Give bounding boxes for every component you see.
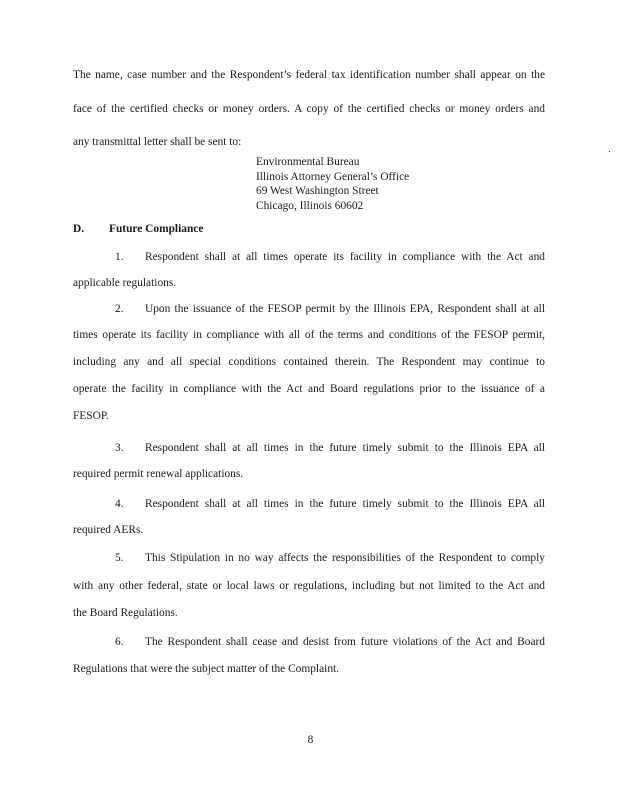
page-number: 8 bbox=[307, 734, 314, 746]
address-line-2: Illinois Attorney General’s Office bbox=[256, 170, 410, 183]
intro-line-3: any transmittal letter shall be sent to: bbox=[73, 136, 242, 148]
intro-line-2: face of the certified checks or money orders. A copy of the certified checks or money orders and bbox=[73, 103, 545, 115]
paragraph-4-line-1 bbox=[73, 497, 545, 511]
intro-line-1: The name, case number and the Respondent’s federal tax identification number shall appear on the bbox=[73, 69, 545, 81]
paragraph-1-text-1: Respondent shall at all times operate its facility in compliance with the Act and bbox=[145, 251, 545, 263]
paragraph-3-number: 3. bbox=[115, 442, 124, 454]
section-letter: D. bbox=[73, 223, 85, 235]
paragraph-2-line-1 bbox=[73, 302, 545, 316]
paragraph-6-text-1: The Respondent shall cease and desist from future violations of the Act and Board bbox=[145, 636, 545, 648]
paragraph-5-line-3: the Board Regulations. bbox=[73, 607, 178, 619]
paragraph-5-number: 5. bbox=[115, 552, 124, 564]
address-line-1: Environmental Bureau bbox=[256, 156, 360, 168]
paragraph-2-line-5: FESOP. bbox=[73, 410, 109, 422]
paragraph-2-text-1: Upon the issuance of the FESOP permit by the Illinois EPA, Respondent shall at all bbox=[145, 303, 545, 315]
paragraph-2-line-3: including any and all special conditions contained therein. The Respondent may continue to bbox=[73, 356, 545, 368]
paragraph-5-text-1: This Stipulation in no way affects the responsibilities of the Respondent to comply bbox=[145, 552, 545, 564]
paragraph-1-number: 1. bbox=[115, 251, 124, 263]
paragraph-6-number: 6. bbox=[115, 636, 124, 648]
paragraph-4-text-1: Respondent shall at all times in the future timely submit to the Illinois EPA all bbox=[145, 498, 545, 510]
paragraph-6-line-1 bbox=[73, 635, 545, 649]
paragraph-3-text-1: Respondent shall at all times in the future timely submit to the Illinois EPA all bbox=[145, 442, 545, 454]
paragraph-2-line-2: times operate its facility in compliance with all of the terms and conditions of the FESOP permit, bbox=[73, 329, 545, 341]
paragraph-1-line-2: applicable regulations. bbox=[73, 277, 177, 289]
address-line-4: Chicago, Illinois 60602 bbox=[256, 199, 364, 212]
address-line-3: 69 West Washington Street bbox=[256, 185, 379, 197]
paragraph-3-line-2: required permit renewal applications. bbox=[73, 468, 244, 480]
section-title: Future Compliance bbox=[109, 223, 204, 235]
paragraph-2-line-4: operate the facility in compliance with the Act and Board regulations prior to the issuance of a bbox=[73, 383, 545, 395]
paragraph-2-number: 2. bbox=[115, 303, 124, 315]
paragraph-5-line-1 bbox=[73, 551, 545, 565]
paragraph-3-line-1 bbox=[73, 441, 545, 455]
paragraph-6-line-2: Regulations that were the subject matter of the Complaint. bbox=[73, 663, 340, 675]
paragraph-1-line-1 bbox=[73, 250, 545, 264]
paragraph-4-line-2: required AERs. bbox=[73, 524, 144, 536]
paragraph-4-number: 4. bbox=[115, 498, 124, 510]
paragraph-5-line-2: with any other federal, state or local laws or regulations, including but not limited to the Act and bbox=[73, 580, 545, 592]
scan-mark bbox=[609, 151, 610, 152]
section-heading bbox=[73, 222, 203, 236]
